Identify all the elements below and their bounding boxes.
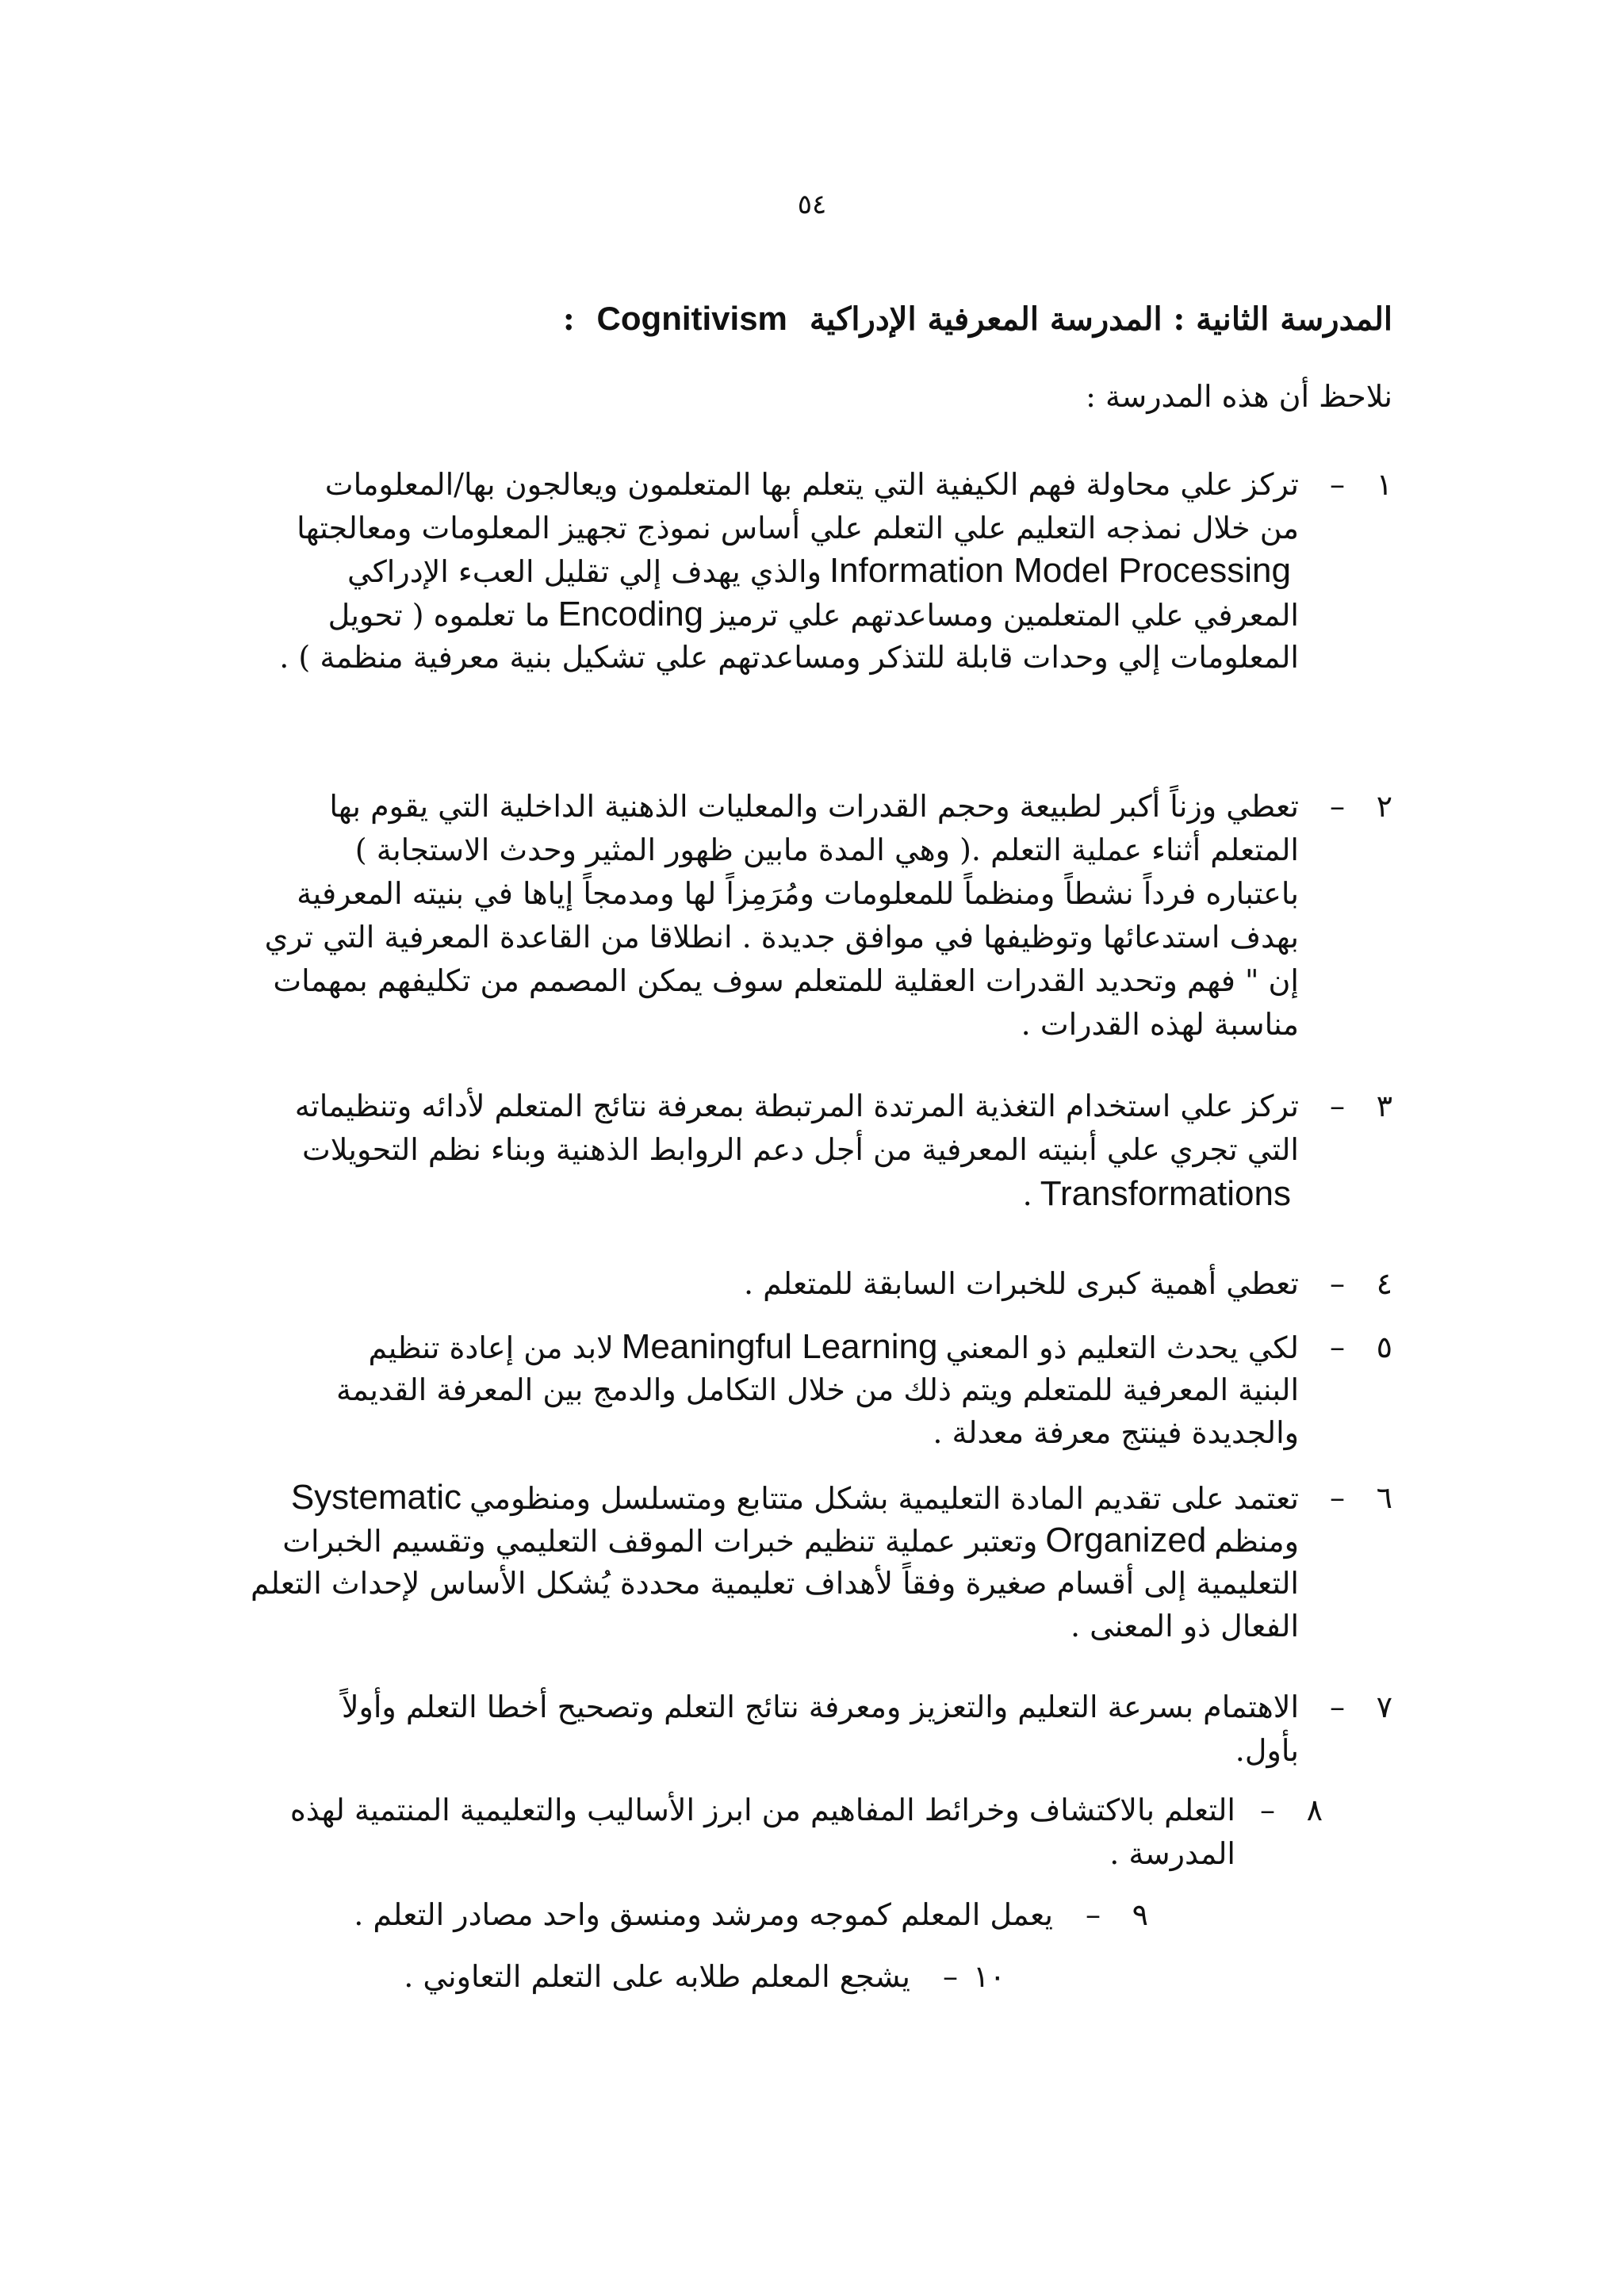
list-item-number: ١ — [1376, 467, 1392, 502]
text-segment: وتعتبر عملية تنظيم خبرات الموقف التعليمي وتقسيم الخبرات — [282, 1524, 1038, 1559]
list-item-dash: – — [1330, 789, 1345, 824]
list-item-number: ٢ — [1376, 789, 1392, 824]
text-segment: . — [1022, 1177, 1032, 1212]
text-segment: المعرفي علي المتعلمين ومساعدتهم علي ترميز — [711, 597, 1299, 633]
text-line — [262, 1519, 1299, 1562]
list-item-number: ٣ — [1376, 1089, 1392, 1123]
text-line: التعلم بالاكتشاف وخرائط المفاهيم من ابرز الأساليب والتعليمية المنتمية لهذه — [289, 1793, 1235, 1827]
text-line: المعلومات إلي وحدات قابلة للتذكر ومساعدتهم علي تشكيل بنية معرفية منظمة ) . — [279, 640, 1299, 675]
text-line — [262, 549, 1299, 593]
english-term: Transformations — [1040, 1174, 1291, 1213]
list-item-body — [262, 1789, 1235, 1876]
list-item-dash: – — [1330, 1330, 1345, 1364]
text-line — [262, 1476, 1299, 1519]
text-segment: ما تعلموه ( تحويل — [327, 597, 550, 633]
text-line: إن " فهم وتحديد القدرات العقلية للمتعلم سوف يمكن المصمم من تكليفهم بمهمات — [273, 963, 1299, 998]
list-item-body — [250, 1476, 1299, 1647]
list-item-dash: – — [1086, 1897, 1101, 1932]
text-line: الاهتمام بسرعة التعليم والتعزيز ومعرفة نتائج التعلم وتصحيح أخطا التعلم وأولاً — [341, 1689, 1299, 1724]
list-item-body — [262, 463, 1299, 679]
text-line: يشجع المعلم طلابه على التعلم التعاوني . — [404, 1959, 910, 1994]
english-term: Organized — [1045, 1521, 1207, 1559]
text-line: يعمل المعلم كموجه ومرشد ومنسق واحد مصادر التعلم . — [354, 1897, 1053, 1932]
text-line: تعطي وزناً أكبر لطبيعة وحجم القدرات والمعليات الذهنية الداخلية التي يقوم بها — [329, 789, 1299, 824]
list-item-body — [262, 785, 1299, 1047]
list-item-body — [262, 1085, 1299, 1215]
list-item-body — [262, 1262, 1299, 1306]
list-item-dash: – — [1330, 1480, 1345, 1515]
heading-text: المدرسة الثانية : المدرسة المعرفية الإدراكية — [809, 300, 1392, 338]
list-item-number: ٥ — [1376, 1330, 1392, 1364]
text-line: تركز علي استخدام التغذية المرتدة المرتبطة بمعرفة نتائج المتعلم لأدائه وتنظيماته — [294, 1089, 1299, 1123]
text-line — [262, 593, 1299, 637]
text-line: تعطي أهمية كبرى للخبرات السابقة للمتعلم . — [743, 1266, 1299, 1301]
list-item-dash: – — [1330, 467, 1345, 502]
list-item-dash: – — [1330, 1689, 1345, 1724]
text-line: تركز علي محاولة فهم الكيفية التي يتعلم بها المتعلمون ويعالجون بها/المعلومات — [324, 467, 1299, 502]
text-line: والجديدة فينتج معرفة معدلة . — [933, 1415, 1299, 1450]
text-line: بأول. — [1235, 1733, 1299, 1768]
english-term: Information Model Processing — [829, 551, 1291, 590]
list-item-number: ٤ — [1376, 1266, 1392, 1301]
list-item-dash: – — [1330, 1089, 1345, 1123]
list-item-body — [262, 1326, 1299, 1454]
english-term: Systematic — [290, 1478, 462, 1517]
english-term: Encoding — [557, 594, 704, 633]
list-item-dash: – — [943, 1959, 958, 1994]
text-line: المدرسة . — [1109, 1836, 1235, 1871]
text-line: التي تجري علي أبنيته المعرفية من أجل دعم الروابط الذهنية وبناء نظم التحويلات — [301, 1132, 1299, 1167]
list-item-number: ٦ — [1376, 1480, 1392, 1515]
intro-line: نلاحظ أن هذه المدرسة : — [1086, 379, 1392, 414]
text-segment: لابد من إعادة تنظيم — [368, 1330, 614, 1365]
text-segment: تعتمد على تقديم المادة التعليمية بشكل متتابع ومتسلسل ومنظومي — [469, 1481, 1299, 1516]
text-line: التعليمية إلى أقسام صغيرة وفقاً لأهداف تعليمية محددة يُشكل الأساس لإحداث التعلم — [250, 1566, 1299, 1601]
list-item-body — [262, 1893, 1053, 1937]
text-line — [262, 1172, 1299, 1215]
text-segment: ومنظم — [1214, 1524, 1299, 1559]
list-item-number: ٩ — [1132, 1897, 1148, 1932]
list-item-body — [262, 1686, 1299, 1773]
text-line: مناسبة لهذه القدرات . — [1021, 1007, 1299, 1042]
english-term: Meaningful Learning — [621, 1327, 938, 1366]
list-item-dash: – — [1330, 1266, 1345, 1301]
text-line: المتعلم أثناء عملية التعلم .( وهي المدة مابين ظهور المثير وحدث الاستجابة ) — [354, 832, 1299, 867]
list-item-number: ١٠ — [973, 1959, 1005, 1994]
text-segment: لكي يحدث التعليم ذو المعني — [945, 1330, 1299, 1365]
list-item-number: ٨ — [1306, 1793, 1323, 1827]
page-number: ٥٤ — [797, 189, 827, 220]
heading-term: Cognitivism — [596, 300, 787, 337]
list-item-dash: – — [1260, 1793, 1275, 1827]
text-line — [262, 1326, 1299, 1368]
text-line: بهدف استدعائها وتوظيفها في موافق جديدة . انطلاقا من القاعدة المعرفية التي تري — [264, 920, 1299, 955]
list-item-body — [262, 1955, 910, 1999]
text-line: البنية المعرفية للمتعلم ويتم ذلك من خلال التكامل والدمج بين المعرفة القديمة — [336, 1372, 1299, 1407]
text-line: من خلال نمذجه التعليم علي التعلم علي أساس نموذج تجهيز المعلومات ومعالجتها — [297, 510, 1299, 545]
text-line: باعتباره فرداً نشطاً ومنظماً للمعلومات ومُرَمِزاً لها ومدمجاً إياها في بنيته المعرفية — [297, 876, 1299, 911]
text-segment: والذي يهدف إلي تقليل العبء الإدراكي — [347, 554, 822, 589]
heading-colon: : — [562, 300, 575, 338]
text-line: الفعال ذو المعنى . — [1070, 1609, 1299, 1644]
list-item-number: ٧ — [1376, 1689, 1392, 1724]
